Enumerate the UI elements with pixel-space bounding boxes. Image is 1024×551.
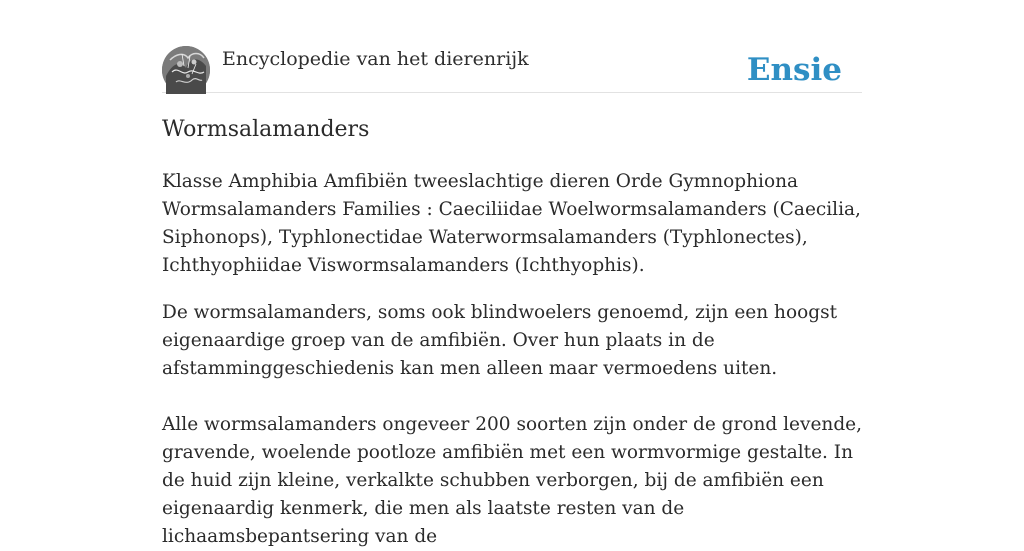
article-paragraph: Klasse Amphibia Amfibiën tweeslachtige dieren Orde Gymnophiona Wormsalamanders Families : Caeciliidae Woelwormsalamanders (Caecilia, Siphonops), Typhlonectidae Waterwormsalamanders (Typhlonectes), Ichthyophiidae Viswormsalamanders (Ichthyophis).	[162, 171, 861, 276]
article-title: Wormsalamanders	[162, 117, 370, 142]
brand-logo[interactable]: Ensie	[746, 52, 842, 88]
animal-illustration-icon	[162, 46, 210, 94]
article-paragraph: Alle wormsalamanders ongeveer 200 soorten zijn onder de grond levende, gravende, woelende pootloze amfibiën met een wormvormige gestalte. In de huid zijn kleine, verkalkte schubben verborgen, bij de amfibiën een eigenaardig kenmerk, die men als laatste resten van de lichaamsbepantsering van de	[162, 414, 862, 547]
article-content	[162, 112, 862, 551]
avatar[interactable]	[162, 46, 210, 94]
site-header	[162, 46, 862, 93]
article-paragraph: De wormsalamanders, soms ook blindwoelers genoemd, zijn een hoogst eigenaardige groep van de amfibiën. Over hun plaats in de afstamminggeschiedenis kan men alleen maar vermoedens uiten.	[162, 302, 838, 379]
site-title[interactable]: Encyclopedie van het dierenrijk	[222, 48, 529, 70]
